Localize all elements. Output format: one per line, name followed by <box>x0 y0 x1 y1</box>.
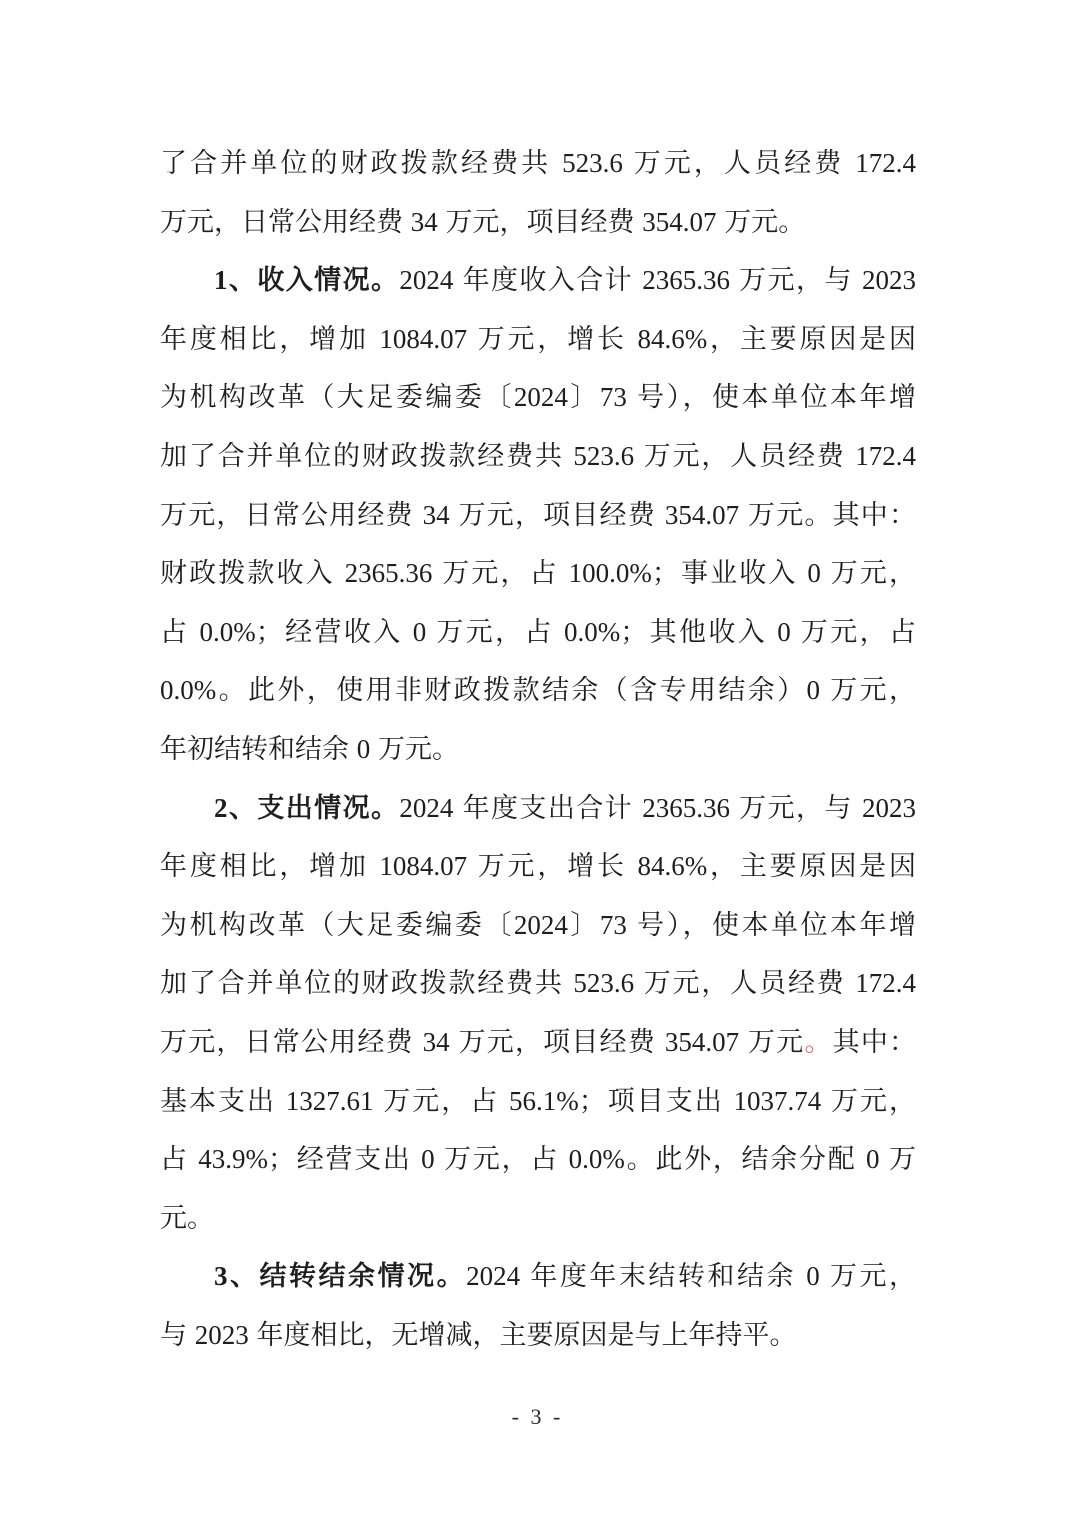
text-line <box>160 1247 916 1306</box>
paragraph-3 <box>160 1247 916 1364</box>
text-line <box>160 251 916 310</box>
body-run: 占 43.9%；经营支出 0 万元，占 0.0%。此外，结余分配 0 万 <box>160 1144 916 1175</box>
body-run: 为机构改革（大足委编委〔2024〕73 号），使本单位本年增 <box>160 382 916 413</box>
paragraph-1 <box>160 251 916 778</box>
paragraph-2 <box>160 779 916 1248</box>
paragraph-0 <box>160 134 916 251</box>
heading-run: 2、支出情况。 <box>214 792 400 823</box>
text-line <box>160 1072 916 1131</box>
text-line <box>160 310 916 369</box>
page-footer <box>0 1402 1075 1432</box>
body-run: 其中： <box>832 1026 917 1057</box>
body-run: 万元，日常公用经费 34 万元，项目经费 354.07 万元。 <box>160 206 806 237</box>
body-run: 万元，日常公用经费 34 万元，项目经费 354.07 万元。其中： <box>160 499 916 530</box>
text-line <box>160 661 916 720</box>
text-line <box>160 1189 916 1248</box>
body-run: 占 0.0%；经营收入 0 万元，占 0.0%；其他收入 0 万元，占 <box>160 616 916 647</box>
body-run: 财政拨款收入 2365.36 万元，占 100.0%；事业收入 0 万元， <box>160 558 916 589</box>
body-run: 2024 年度年末结转和结余 0 万元， <box>466 1261 917 1292</box>
text-line <box>160 837 916 896</box>
document-body <box>160 134 916 1364</box>
body-run: 年度相比，增加 1084.07 万元，增长 84.6%，主要原因是因 <box>160 851 916 882</box>
text-line <box>160 1130 916 1189</box>
heading-run: 3、结转结余情况。 <box>214 1261 467 1292</box>
text-line <box>160 954 916 1013</box>
text-line <box>160 427 916 486</box>
text-line <box>160 603 916 662</box>
red-punctuation-run: 。 <box>804 1026 833 1057</box>
text-line <box>160 720 916 779</box>
text-line <box>160 193 916 252</box>
text-line <box>160 1013 916 1072</box>
text-line <box>160 1306 916 1365</box>
page-number: - 3 - <box>511 1404 564 1429</box>
body-run: 为机构改革（大足委编委〔2024〕73 号），使本单位本年增 <box>160 909 916 940</box>
body-run: 0.0%。此外，使用非财政拨款结余（含专用结余）0 万元， <box>160 675 916 706</box>
text-line <box>160 134 916 193</box>
body-run: 基本支出 1327.61 万元，占 56.1%；项目支出 1037.74 万元， <box>160 1085 916 1116</box>
text-line <box>160 779 916 838</box>
body-run: 元。 <box>160 1202 214 1233</box>
body-run: 加了合并单位的财政拨款经费共 523.6 万元，人员经费 172.4 <box>160 440 916 471</box>
text-line <box>160 368 916 427</box>
text-line <box>160 486 916 545</box>
body-run: 年度相比，增加 1084.07 万元，增长 84.6%，主要原因是因 <box>160 323 916 354</box>
body-run: 了合并单位的财政拨款经费共 523.6 万元，人员经费 172.4 <box>160 148 916 178</box>
body-run: 2024 年度收入合计 2365.36 万元，与 2023 <box>399 265 917 296</box>
heading-run: 1、收入情况。 <box>214 265 400 296</box>
body-run: 与 2023 年度相比，无增减，主要原因是与上年持平。 <box>160 1319 797 1350</box>
body-run: 万元，日常公用经费 34 万元，项目经费 354.07 万元 <box>160 1026 805 1057</box>
body-run: 年初结转和结余 0 万元。 <box>160 733 459 764</box>
body-run: 加了合并单位的财政拨款经费共 523.6 万元，人员经费 172.4 <box>160 968 916 999</box>
text-line <box>160 896 916 955</box>
text-line <box>160 544 916 603</box>
body-run: 2024 年度支出合计 2365.36 万元，与 2023 <box>399 792 917 823</box>
